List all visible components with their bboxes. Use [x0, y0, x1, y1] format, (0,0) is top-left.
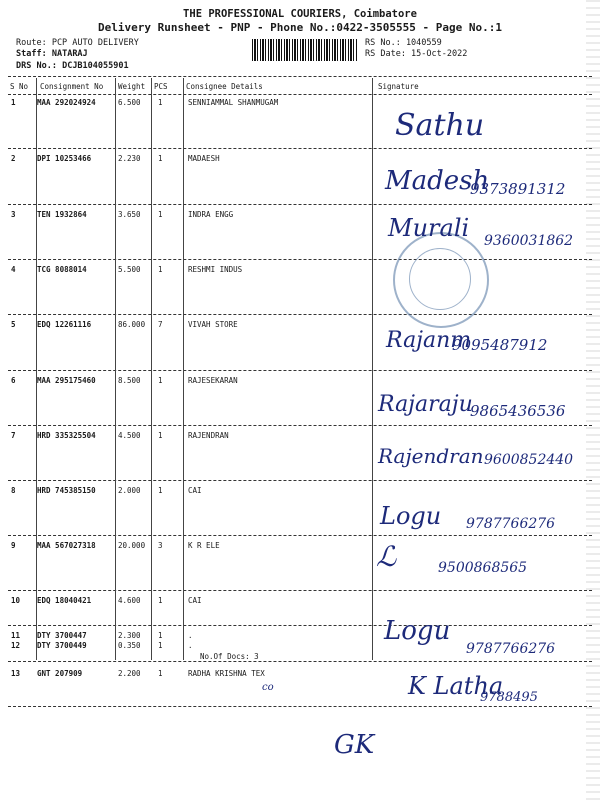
- signature-8-phone: 9787766276: [466, 516, 556, 532]
- row-weight: 2.200: [118, 669, 141, 678]
- row-consignment: GNT 207909: [37, 669, 83, 678]
- signature-9-phone: 9500868565: [438, 560, 528, 576]
- row-consignment: MAA 292024924: [37, 98, 96, 107]
- row-consignment: TCG 8088014: [37, 265, 87, 274]
- row-pcs: 3: [158, 541, 163, 550]
- row-sno: 1: [11, 98, 16, 107]
- signature-2-phone: 9373891312: [470, 180, 566, 198]
- row-consignee: .: [188, 631, 193, 640]
- bottom-initial: GK: [334, 730, 375, 760]
- no-of-docs: No.Of Docs: 3: [200, 652, 259, 661]
- row-consignment: MAA 567027318: [37, 541, 96, 550]
- company-stamp: [393, 232, 489, 328]
- drs-label: DRS No.:: [16, 61, 57, 71]
- signature-7-phone: 9600852440: [484, 452, 574, 468]
- row-pcs: 7: [158, 320, 163, 329]
- row-divider: [8, 480, 592, 481]
- row-sno: 11: [11, 631, 21, 640]
- row-weight: 86.000: [118, 320, 146, 329]
- row-sno: 4: [11, 265, 16, 274]
- row-divider: [8, 314, 592, 315]
- header-divider-bottom: [8, 94, 592, 95]
- row-pcs: 1: [158, 631, 163, 640]
- drs-row: [16, 61, 129, 71]
- column-line: [36, 78, 37, 660]
- row-sno: 9: [11, 541, 16, 550]
- row-divider: [8, 204, 592, 205]
- signature-6-phone: 9865436536: [470, 402, 566, 420]
- row-divider: [8, 425, 592, 426]
- scan-edge: [586, 0, 600, 800]
- row-sno: 5: [11, 320, 16, 329]
- signature-2: Madesh: [385, 166, 490, 196]
- row-weight: 0.350: [118, 641, 141, 650]
- route-label: Route: PCP AUTO DELIVERY: [16, 38, 139, 48]
- row-pcs: 1: [158, 596, 163, 605]
- row-consignee: CAI: [188, 596, 202, 605]
- row-pcs: 1: [158, 641, 163, 650]
- row-weight: 20.000: [118, 541, 146, 550]
- signature-8: Logu: [380, 502, 442, 530]
- col-consignment: Consignment No: [40, 82, 104, 91]
- staff-name: NATARAJ: [51, 49, 88, 59]
- signature-7: Rajendran: [378, 444, 484, 468]
- row-consignment: EDQ 18040421: [37, 596, 92, 605]
- row-pcs: 1: [158, 669, 163, 678]
- row-consignment: MAA 295175460: [37, 376, 96, 385]
- row-sno: 7: [11, 431, 16, 440]
- col-sno: S No: [10, 82, 29, 91]
- row-pcs: 1: [158, 210, 163, 219]
- signature-13: K Latha: [408, 672, 504, 700]
- row-divider: [8, 590, 592, 591]
- row-divider: [8, 535, 592, 536]
- signature-1: Sathu: [395, 108, 485, 143]
- row-weight: 2.300: [118, 631, 141, 640]
- row-consignee: CAI: [188, 486, 202, 495]
- row-weight: 4.500: [118, 431, 141, 440]
- column-line: [372, 78, 373, 660]
- row-weight: 8.500: [118, 376, 141, 385]
- row-sno: 6: [11, 376, 16, 385]
- row-divider: [8, 661, 592, 662]
- row-consignee: MADAESH: [188, 154, 220, 163]
- row-pcs: 1: [158, 486, 163, 495]
- row-sno: 8: [11, 486, 16, 495]
- row-weight: 2.230: [118, 154, 141, 163]
- row-consignee: RAJESEKARAN: [188, 376, 238, 385]
- row-consignee: RESHMI INDUS: [188, 265, 243, 274]
- row-pcs: 1: [158, 376, 163, 385]
- row-divider: [8, 625, 592, 626]
- row-consignee: INDRA ENGG: [188, 210, 234, 219]
- signature-3-phone: 9360031862: [484, 233, 574, 249]
- staff-label: Staff:: [16, 49, 47, 59]
- row-consignment: TEN 1932864: [37, 210, 87, 219]
- company-title: THE PROFESSIONAL COURIERS, Coimbatore: [183, 8, 417, 20]
- row-consignment: DTY 3700447: [37, 631, 87, 640]
- row-pcs: 1: [158, 154, 163, 163]
- row-weight: 5.500: [118, 265, 141, 274]
- row-consignment: DTY 3700449: [37, 641, 87, 650]
- barcode: [252, 39, 357, 61]
- drs-number: DCJB104055901: [62, 61, 129, 71]
- row-consignee: SENNIAMMAL SHANMUGAM: [188, 98, 279, 107]
- signature-5-phone: 9095487912: [452, 336, 548, 354]
- row-sno: 12: [11, 641, 21, 650]
- col-consignee: Consignee Details: [186, 82, 263, 91]
- col-signature: Signature: [378, 82, 419, 91]
- row-consignee: VIVAH STORE: [188, 320, 238, 329]
- row-divider: [8, 259, 592, 260]
- row-pcs: 1: [158, 265, 163, 274]
- col-pcs: PCS: [154, 82, 168, 91]
- row-consignment: DPI 10253466: [37, 154, 92, 163]
- row-consignee: K R ELE: [188, 541, 220, 550]
- row-consignment: HRD 335325504: [37, 431, 96, 440]
- column-line: [183, 78, 184, 660]
- signature-3: Murali: [388, 214, 470, 242]
- rs-date: RS Date: 15-Oct-2022: [365, 49, 468, 59]
- col-weight: Weight: [118, 82, 146, 91]
- row-pcs: 1: [158, 98, 163, 107]
- row-pcs: 1: [158, 431, 163, 440]
- runsheet-title: Delivery Runsheet - PNP - Phone No.:0422-3505555 - Page No.:1: [98, 21, 502, 34]
- row-sno: 3: [11, 210, 16, 219]
- row-consignment: EDQ 12261116: [37, 320, 92, 329]
- row-consignee: .: [188, 641, 193, 650]
- signature-10-phone: 9787766276: [466, 641, 556, 657]
- signature-6: Rajaraju: [378, 392, 473, 417]
- row-weight: 2.000: [118, 486, 141, 495]
- row-weight: 3.650: [118, 210, 141, 219]
- row-divider: [8, 370, 592, 371]
- signature-5: Rajanm: [386, 328, 472, 353]
- row-weight: 4.600: [118, 596, 141, 605]
- signature-9: ℒ: [376, 540, 397, 573]
- signature-13-phone: 9788495: [480, 690, 538, 705]
- row-sno: 2: [11, 154, 16, 163]
- header-divider-top: [8, 76, 592, 77]
- row-sno: 10: [11, 596, 21, 605]
- column-line: [151, 78, 152, 660]
- row-divider: [8, 148, 592, 149]
- row-divider: [8, 706, 592, 707]
- rs-number: RS No.: 1040559: [365, 38, 442, 48]
- note-co: co: [262, 682, 274, 693]
- signature-10: Logu: [384, 616, 451, 646]
- row-consignee: RADHA KRISHNA TEX: [188, 669, 265, 678]
- row-sno: 13: [11, 669, 21, 678]
- row-consignee: RAJENDRAN: [188, 431, 229, 440]
- column-line: [115, 78, 116, 660]
- staff-row: [16, 49, 88, 59]
- row-consignment: HRD 745385150: [37, 486, 96, 495]
- row-weight: 6.500: [118, 98, 141, 107]
